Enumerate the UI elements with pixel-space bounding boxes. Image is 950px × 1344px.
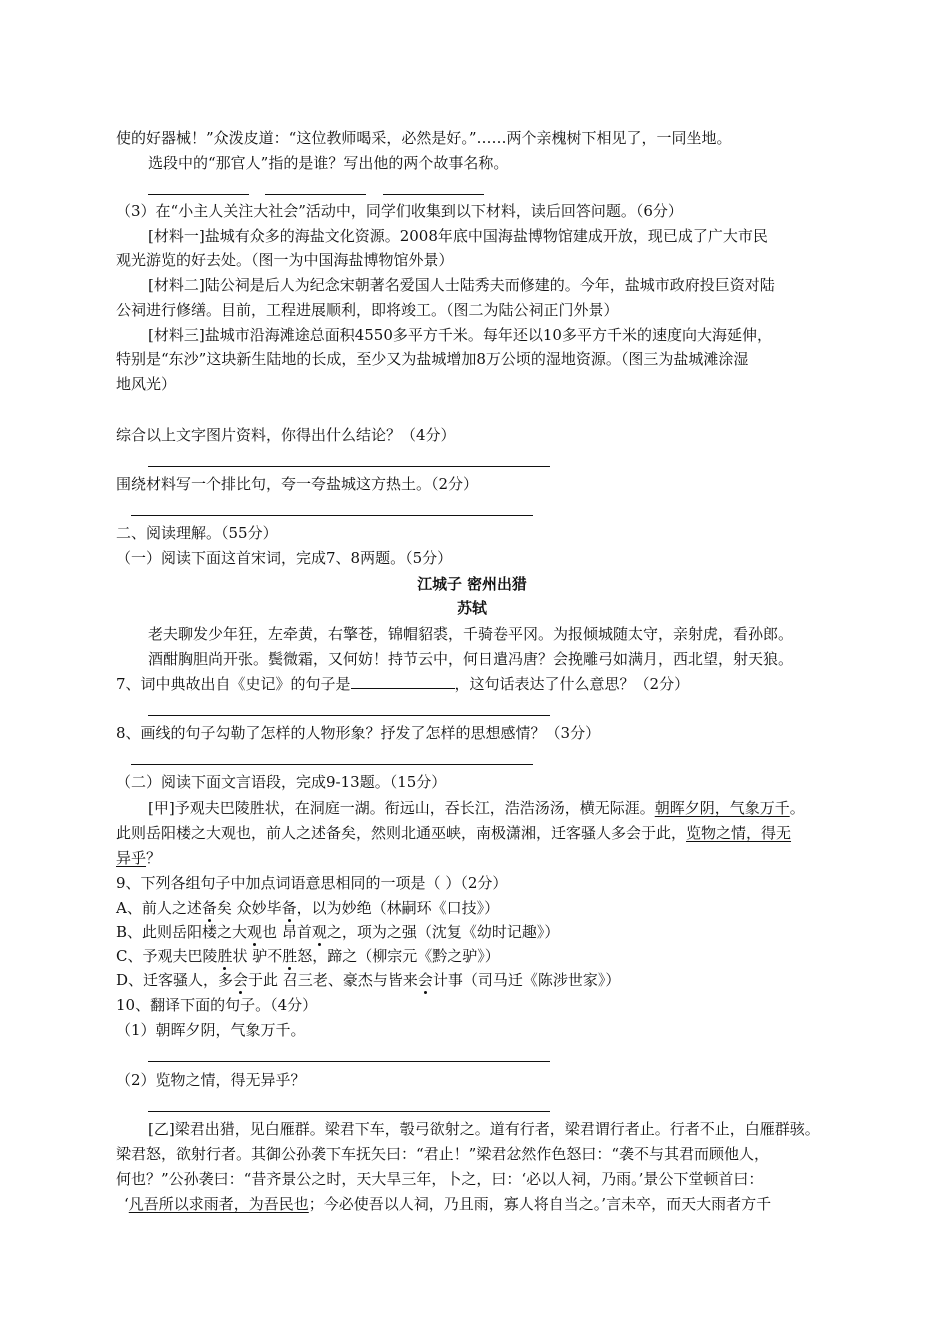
question-7: 7、词中典故出自《史记》的句子是 ，这句话表达了什么意思？（2分） xyxy=(116,675,690,693)
material-2-cont: 公祠进行修缮。目前，工程进展顺利，即将竣工。（图二为陆公祠正门外景） xyxy=(116,301,619,319)
underlined-sentence: 览物之情，得无 xyxy=(686,824,792,842)
dotted-word: 备 xyxy=(201,899,217,917)
text-line: 使的好器械！”众泼皮道：“这位教师喝采，必然是好。”……两个亲槐树下相见了，一同坐地。 xyxy=(116,129,732,147)
option-a: A、前人之述备矣 众妙毕备，以为妙绝（林嗣环《口技》） xyxy=(116,899,500,917)
subsection-heading: （一）阅读下面这首宋词，完成7、8两题。（5分） xyxy=(116,549,453,567)
answer-blank[interactable] xyxy=(148,466,550,467)
material-3-cont: 特别是“东沙”这块新生陆地的长成，至少又为盐城增加8万公顷的湿地资源。（图三为盐城滩涂湿 xyxy=(116,350,749,368)
poem-author: 苏轼 xyxy=(457,599,487,617)
question-heading: （3）在“小主人关注大社会”活动中，同学们收集到以下材料，读后回答问题。（6分） xyxy=(116,202,683,220)
dotted-word: 胜 xyxy=(217,947,233,965)
passage-jia: 异乎？ xyxy=(116,849,162,867)
answer-blank[interactable] xyxy=(148,1111,550,1112)
dotted-word: 观 xyxy=(247,923,263,941)
answer-blank[interactable] xyxy=(131,515,533,516)
question-text: 选段中的“那官人”指的是谁？写出他的两个故事名称。 xyxy=(148,154,509,172)
question-10-2: （2）览物之情，得无异乎？ xyxy=(116,1071,306,1089)
subsection-heading: （二）阅读下面文言语段，完成9-13题。（15分） xyxy=(116,773,447,791)
passage-yi: 何也？”公孙袭曰：“昔齐景公之时，天大旱三年，卜之，曰：‘必以人祠，乃雨。’景公下堂顿首曰： xyxy=(116,1170,764,1188)
passage-jia: [甲]予观夫巴陵胜状，在洞庭一湖。衔远山，吞长江，浩浩汤汤，横无际涯。朝晖夕阴，气象万千。 xyxy=(148,799,805,817)
poem-line: 老夫聊发少年狂，左牵黄，右擎苍，锦帽貂裘，千骑卷平冈。为报倾城随太守，亲射虎，看孙郎。 xyxy=(148,625,794,643)
answer-blank[interactable] xyxy=(265,194,366,195)
question-10-1: （1）朝晖夕阴，气象万千。 xyxy=(116,1021,306,1039)
answer-blank[interactable] xyxy=(148,715,550,716)
option-b: B、此则岳阳楼之大观也 昂首观之，项为之强（沈复《幼时记趣》） xyxy=(116,923,560,941)
material-3-cont: 地风光） xyxy=(116,375,177,393)
dotted-word: 备 xyxy=(281,899,297,917)
question-8: 8、画线的句子勾勒了怎样的人物形象？抒发了怎样的思想感情？（3分） xyxy=(116,724,601,742)
underlined-sentence: 朝晖夕阴，气象万千 xyxy=(654,799,790,817)
material-3: [材料三]盐城市沿海滩途总面积4550多平方千米。每年还以10多平方千米的速度向大海延伸， xyxy=(148,326,772,344)
passage-yi: 梁君怒，欲射行者。其御公孙袭下车抚矢曰：“君止！”梁君忿然作色怒曰：“袭不与其君而顾他人， xyxy=(116,1145,770,1163)
option-d: D、迁客骚人，多会于此 召三老、豪杰与皆来会计事（司马迁《陈涉世家》） xyxy=(116,971,621,989)
dotted-word: 胜 xyxy=(282,947,298,965)
answer-blank[interactable] xyxy=(383,194,484,195)
underlined-sentence: 凡吾所以求雨者，为吾民也 xyxy=(128,1195,309,1213)
passage-jia: 此则岳阳楼之大观也，前人之述备矣，然则北通巫峡，南极潇湘，迁客骚人多会于此，览物之情，得无 xyxy=(116,824,792,842)
material-2: [材料二]陆公祠是后人为纪念宋朝著名爱国人士陆秀夫而修建的。今年，盐城市政府投巨资对陆 xyxy=(148,276,775,294)
answer-blank[interactable] xyxy=(351,674,455,689)
underlined-sentence: 异乎 xyxy=(116,849,147,867)
question-9: 9、下列各组句子中加点词语意思相同的一项是（ ）（2分） xyxy=(116,874,508,892)
material-1-cont: 观光游览的好去处。（图一为中国海盐博物馆外景） xyxy=(116,251,454,269)
answer-blank[interactable] xyxy=(131,764,533,765)
passage-yi: [乙]梁君出猎，见白雁群。梁君下车，彀弓欲射之。道有行者，梁君谓行者止。行者不止，白雁群骇。 xyxy=(148,1120,820,1138)
question-10: 10、翻译下面的句子。（4分） xyxy=(116,996,318,1014)
answer-blank[interactable] xyxy=(148,194,249,195)
poem-title: 江城子 密州出猎 xyxy=(417,575,527,593)
question-text: 综合以上文字图片资料，你得出什么结论？（4分） xyxy=(116,426,456,444)
answer-blank[interactable] xyxy=(148,1061,550,1062)
material-1: [材料一]盐城有众多的海盐文化资源。2008年底中国海盐博物馆建成开放，现已成了广大市民 xyxy=(148,227,768,245)
dotted-word: 会 xyxy=(233,971,249,989)
option-c: C、予观夫巴陵胜状 驴不胜怒，蹄之（柳宗元《黔之驴》） xyxy=(116,947,500,965)
section-heading: 二、阅读理解。（55分） xyxy=(116,524,278,542)
passage-yi: ‘凡吾所以求雨者，为吾民也；今必使吾以人祠，乃且雨，寡人将自当之。’言未卒，而天大雨者方千 xyxy=(124,1195,772,1213)
poem-line: 酒酣胸胆尚开张。鬓微霜，又何妨！持节云中，何日遣冯唐？会挽雕弓如满月，西北望，射天狼。 xyxy=(148,650,794,668)
dotted-word: 会 xyxy=(417,971,433,989)
dotted-word: 观 xyxy=(311,923,327,941)
question-text: 围绕材料写一个排比句，夸一夸盐城这方热土。（2分） xyxy=(116,475,479,493)
